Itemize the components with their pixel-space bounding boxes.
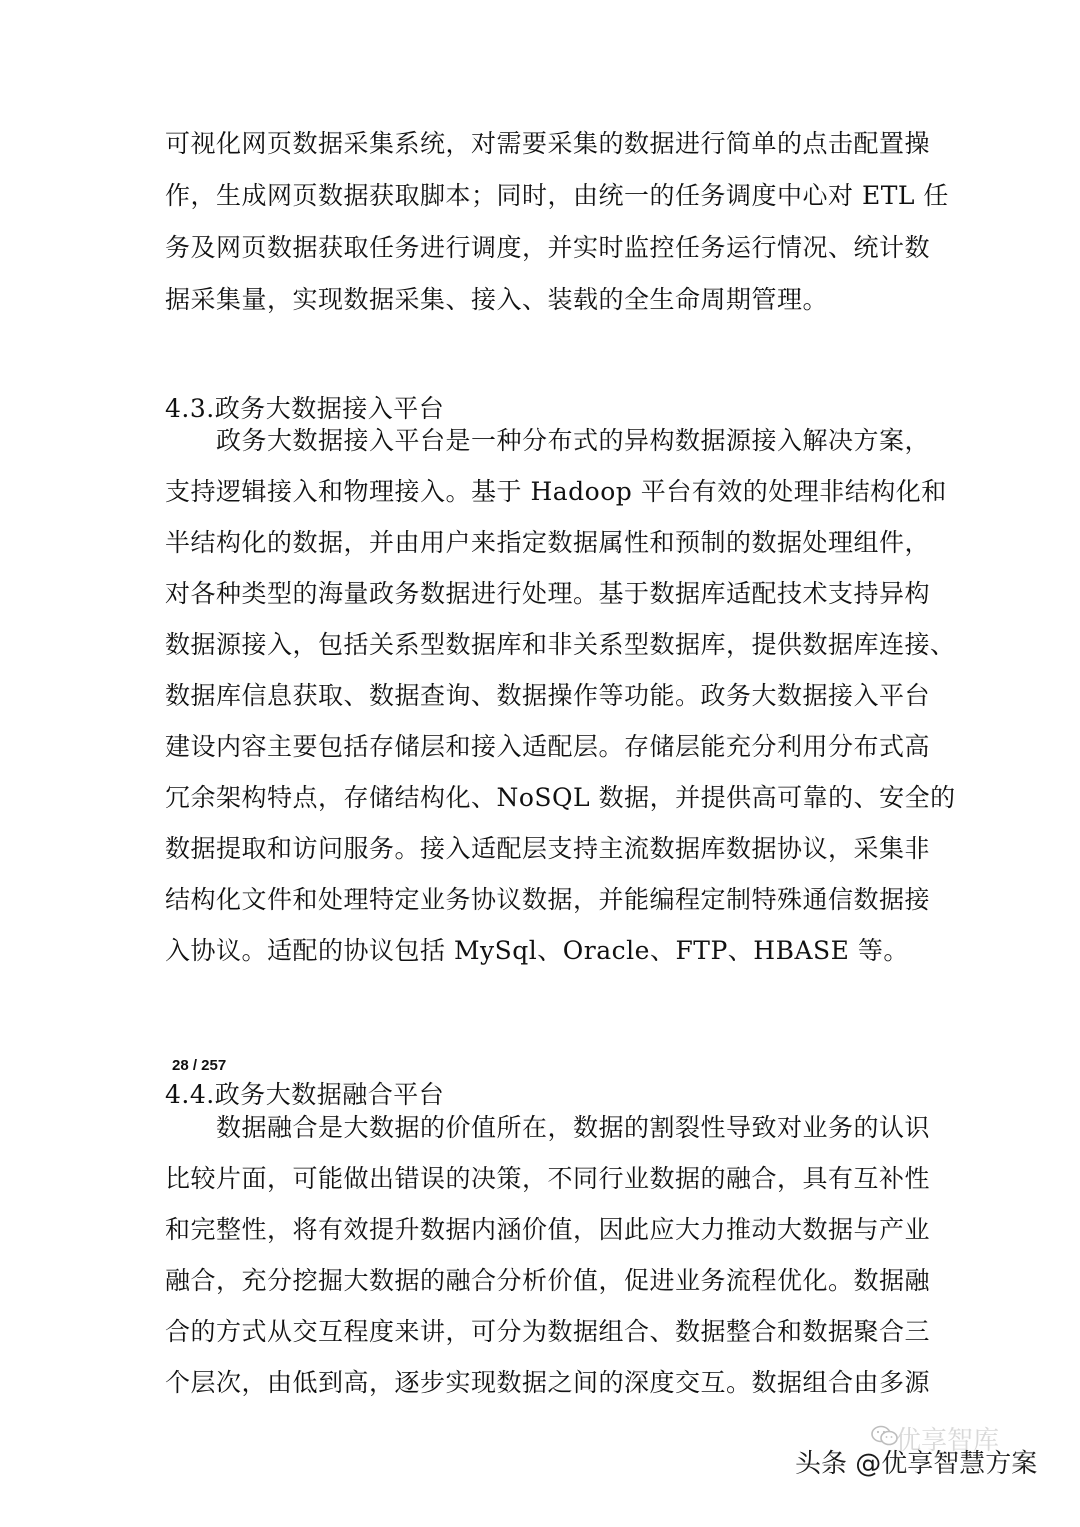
text-line: 融合，充分挖掘大数据的融合分析价值，促进业务流程优化。数据融 bbox=[165, 1266, 931, 1295]
section-heading: 4.4.政务大数据融合平台 bbox=[165, 1080, 445, 1109]
section-heading: 4.3.政务大数据接入平台 bbox=[165, 394, 445, 423]
text-line: 结构化文件和处理特定业务协议数据，并能编程定制特殊通信数据接 bbox=[165, 885, 931, 914]
text-line: 数据融合是大数据的价值所在，数据的割裂性导致对业务的认识 bbox=[165, 1113, 931, 1142]
text-line: 数据提取和访问服务。接入适配层支持主流数据库数据协议，采集非 bbox=[165, 834, 931, 863]
text-line: 可视化网页数据采集系统，对需要采集的数据进行简单的点击配置操 bbox=[165, 129, 931, 158]
text-line: 政务大数据接入平台是一种分布式的异构数据源接入解决方案， bbox=[165, 426, 931, 455]
text-line: 支持逻辑接入和物理接入。基于 Hadoop 平台有效的处理非结构化和 bbox=[165, 477, 947, 506]
text-line: 冗余架构特点，存储结构化、NoSQL 数据，并提供高可靠的、安全的 bbox=[165, 783, 956, 812]
text-line: 入协议。适配的协议包括 MySql、Oracle、FTP、HBASE 等。 bbox=[165, 936, 909, 965]
text-line: 对各种类型的海量政务数据进行处理。基于数据库适配技术支持异构 bbox=[165, 579, 931, 608]
ghost-watermark: 优享智库 bbox=[895, 1426, 1000, 1456]
text-line: 合的方式从交互程度来讲，可分为数据组合、数据整合和数据聚合三 bbox=[165, 1317, 931, 1346]
source-watermark: 头条 @优享智慧方案 bbox=[795, 1449, 1038, 1479]
text-line: 半结构化的数据，并由用户来指定数据属性和预制的数据处理组件， bbox=[165, 528, 931, 557]
text-line: 数据库信息获取、数据查询、数据操作等功能。政务大数据接入平台 bbox=[165, 681, 931, 710]
text-line: 作，生成网页数据获取脚本；同时，由统一的任务调度中心对 ETL 任 bbox=[165, 181, 949, 210]
text-line: 比较片面，可能做出错误的决策，不同行业数据的融合，具有互补性 bbox=[165, 1164, 931, 1193]
text-line: 务及网页数据获取任务进行调度，并实时监控任务运行情况、统计数 bbox=[165, 233, 931, 262]
text-line: 据采集量，实现数据采集、接入、装载的全生命周期管理。 bbox=[165, 285, 829, 314]
text-line: 个层次，由低到高，逐步实现数据之间的深度交互。数据组合由多源 bbox=[165, 1368, 931, 1397]
page-number: 28 / 257 bbox=[172, 1057, 227, 1074]
text-line: 数据源接入，包括关系型数据库和非关系型数据库，提供数据库连接、 bbox=[165, 630, 956, 659]
text-line: 和完整性，将有效提升数据内涵价值，因此应大力推动大数据与产业 bbox=[165, 1215, 931, 1244]
text-line: 建设内容主要包括存储层和接入适配层。存储层能充分利用分布式高 bbox=[165, 732, 931, 761]
